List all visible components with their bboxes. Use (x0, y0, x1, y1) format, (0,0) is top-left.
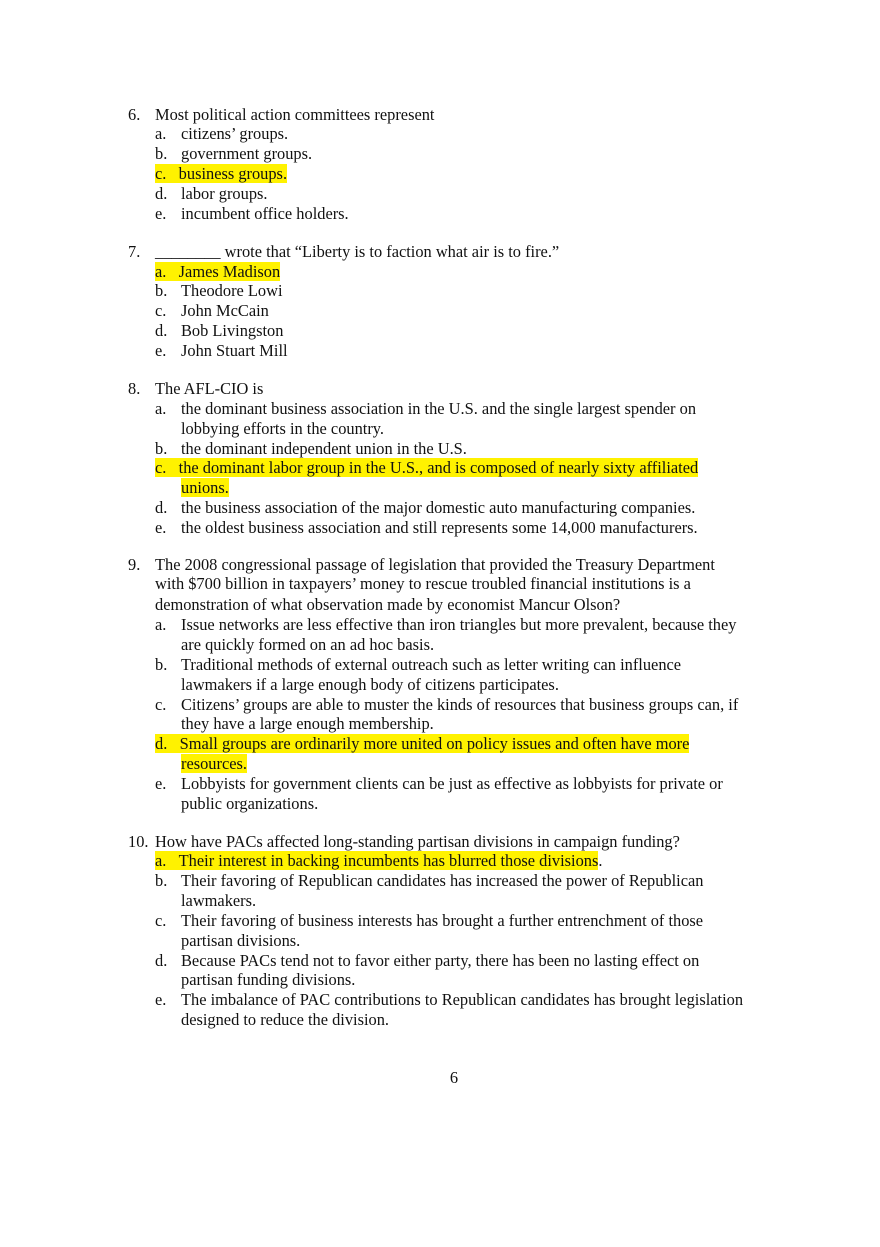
question-number: 10. (128, 832, 149, 851)
option-letter: b. (155, 439, 168, 458)
option-letter: a. (155, 851, 167, 870)
question-stem: Most political action committees represent (155, 105, 435, 124)
option-text: public organizations. (181, 794, 319, 813)
option-text: Small groups are ordinarily more united on policy issues and often have more (179, 734, 690, 753)
option-letter: d. (155, 951, 168, 970)
option-letter: a. (155, 262, 167, 281)
option-text: partisan funding divisions. (181, 970, 356, 989)
option-text: the business association of the major domestic auto manufacturing companies. (181, 498, 696, 517)
option-text: incumbent office holders. (181, 204, 349, 223)
option-text: designed to reduce the division. (181, 1010, 390, 1029)
option-letter: c. (155, 301, 167, 320)
option-letter: d. (155, 498, 168, 517)
option-letter: c. (155, 695, 167, 714)
highlighted-answer-continued (181, 478, 229, 498)
option-text: the dominant labor group in the U.S., and is composed of nearly sixty affiliated (178, 458, 699, 477)
option-letter: e. (155, 341, 167, 360)
option-text: citizens’ groups. (181, 124, 289, 143)
option-text: Lobbyists for government clients can be just as effective as lobbyists for private or (181, 774, 723, 793)
highlighted-answer (155, 164, 287, 184)
highlighted-answer (155, 458, 698, 478)
option-letter: e. (155, 204, 167, 223)
option-text: business groups. (178, 164, 288, 183)
option-text: Citizens’ groups are able to muster the kinds of resources that business groups can, if (181, 695, 739, 714)
option-text: Their interest in backing incumbents has blurred those divisions (178, 851, 599, 870)
option-letter: b. (155, 655, 168, 674)
option-text: Bob Livingston (181, 321, 284, 340)
option-text: Theodore Lowi (181, 281, 283, 300)
option-text: the dominant independent union in the U.S. (181, 439, 467, 458)
question-number: 8. (128, 379, 141, 398)
trailing-period: . (598, 851, 603, 870)
option-letter: c. (155, 911, 167, 930)
question-stem: demonstration of what observation made by economist Mancur Olson? (155, 595, 621, 614)
option-letter: d. (155, 734, 168, 753)
option-text: Traditional methods of external outreach such as letter writing can influence (181, 655, 682, 674)
question-stem: The AFL-CIO is (155, 379, 264, 398)
option-text: Because PACs tend not to favor either party, there has been no lasting effect on (181, 951, 700, 970)
option-letter: a. (155, 615, 167, 634)
option-text: lawmakers. (181, 891, 257, 910)
option-letter: d. (155, 184, 168, 203)
option-text: Their favoring of Republican candidates has increased the power of Republican (181, 871, 704, 890)
option-letter: d. (155, 321, 168, 340)
option-text: lobbying efforts in the country. (181, 419, 385, 438)
question-number: 6. (128, 105, 141, 124)
option-text: they have a large enough membership. (181, 714, 434, 733)
question-number: 9. (128, 555, 141, 574)
option-text: John McCain (181, 301, 269, 320)
option-text: are quickly formed on an ad hoc basis. (181, 635, 435, 654)
option-letter: e. (155, 518, 167, 537)
page-number: 6 (449, 1068, 459, 1087)
option-text: government groups. (181, 144, 313, 163)
option-text: resources. (181, 754, 247, 773)
highlighted-answer-continued (181, 754, 247, 774)
option-text: Their favoring of business interests has brought a further entrenchment of those (181, 911, 704, 930)
option-text: partisan divisions. (181, 931, 301, 950)
option-text: John Stuart Mill (181, 341, 288, 360)
question-stem: The 2008 congressional passage of legislation that provided the Treasury Department (155, 555, 715, 574)
option-text: Issue networks are less effective than iron triangles but more prevalent, because they (181, 615, 737, 634)
option-text: James Madison (178, 262, 281, 281)
option-text: the oldest business association and still represents some 14,000 manufacturers. (181, 518, 698, 537)
question-stem: with $700 billion in taxpayers’ money to rescue troubled financial institutions is a (155, 574, 691, 593)
question-stem: ________ wrote that “Liberty is to faction what air is to fire.” (155, 242, 560, 261)
option-letter: c. (155, 458, 167, 477)
option-text: labor groups. (181, 184, 268, 203)
option-letter: b. (155, 281, 168, 300)
option-text: unions. (181, 478, 229, 497)
highlighted-answer (155, 734, 689, 754)
option-letter: e. (155, 990, 167, 1009)
option-text: lawmakers if a large enough body of citizens participates. (181, 675, 559, 694)
question-stem: How have PACs affected long-standing partisan divisions in campaign funding? (155, 832, 680, 851)
option-letter: a. (155, 399, 167, 418)
highlighted-answer (155, 851, 602, 871)
highlighted-answer (155, 262, 280, 282)
option-letter: c. (155, 164, 167, 183)
option-letter: b. (155, 871, 168, 890)
question-number: 7. (128, 242, 141, 261)
option-letter: b. (155, 144, 168, 163)
option-letter: a. (155, 124, 167, 143)
option-text: The imbalance of PAC contributions to Republican candidates has brought legislation (181, 990, 744, 1009)
option-letter: e. (155, 774, 167, 793)
option-text: the dominant business association in the U.S. and the single largest spender on (181, 399, 697, 418)
